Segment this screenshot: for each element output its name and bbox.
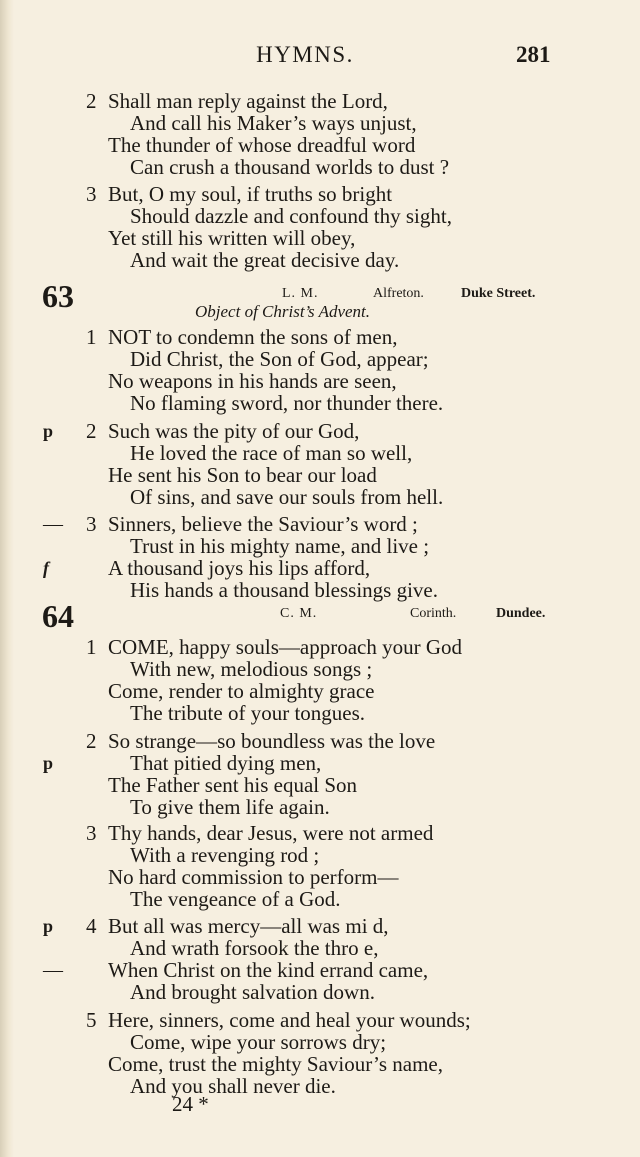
verse-line: To give them life again. — [130, 795, 330, 819]
verse-line: Can crush a thousand worlds to dust ? — [130, 155, 450, 179]
verse-line: The vengeance of a God. — [130, 887, 341, 911]
verse-line: The tribute of your tongues. — [130, 701, 366, 725]
verse-line: No flaming sword, nor thunder there. — [130, 391, 444, 415]
verse-line: His hands a thousand blessings give. — [130, 578, 438, 602]
verse-line: Did Christ, the Son of God, appear; — [130, 347, 429, 371]
verse-number: 3 — [86, 182, 97, 206]
verse-number: 3 — [86, 512, 97, 536]
verse-number: 5 — [86, 1008, 97, 1032]
verse-number: 2 — [86, 419, 97, 443]
tune-name: Dundee. — [496, 606, 546, 621]
page-number: 281 — [516, 42, 551, 67]
verse-number: 1 — [86, 635, 97, 659]
dynamic-mark: — — [43, 959, 63, 981]
verse-line: And wait the great decisive day. — [130, 248, 400, 272]
meter: L. M. — [282, 286, 319, 301]
hymn-subject: Object of Christ’s Advent. — [195, 302, 371, 321]
tune-name: Alfreton. — [373, 286, 424, 301]
verse-line: NOT to condemn the sons of men, — [108, 325, 398, 349]
verse-line: COME, happy souls—approach your God — [108, 635, 463, 659]
verse-line: But, O my soul, if truths so bright — [108, 182, 393, 206]
verse-number: 3 — [86, 821, 97, 845]
verse-line: Shall man reply against the Lord, — [108, 89, 388, 113]
verse-line: With a revenging rod ; — [130, 843, 320, 867]
verse-line: Come, render to almighty grace — [108, 679, 375, 703]
verse-line: Here, sinners, come and heal your wounds; — [108, 1008, 471, 1032]
hymn-64-heading — [0, 598, 640, 634]
verse-number: 1 — [86, 325, 97, 349]
verse-number: 4 — [86, 914, 97, 938]
verse-line: But all was mercy—all was mi d, — [108, 914, 389, 938]
verse-line: And call his Maker’s ways unjust, — [130, 111, 417, 135]
verse-line: And wrath forsook the thro e, — [130, 936, 379, 960]
verse-line: When Christ on the kind errand came, — [108, 958, 429, 982]
dynamic-mark: f — [43, 558, 49, 578]
verse-number: 2 — [86, 89, 97, 113]
verse-line: Thy hands, dear Jesus, were not armed — [108, 821, 434, 845]
verse-line: Yet still his written will obey, — [108, 226, 356, 250]
dynamic-mark: p — [43, 916, 54, 936]
verse-line: The thunder of whose dreadful word — [108, 133, 416, 157]
running-title: HYMNS. — [256, 42, 354, 67]
verse-line: Come, wipe your sorrows dry; — [130, 1030, 387, 1054]
verse-line: With new, melodious songs ; — [130, 657, 373, 681]
verse-line: Should dazzle and confound thy sight, — [130, 204, 452, 228]
verse-line: The Father sent his equal Son — [108, 773, 358, 797]
tune-name: Duke Street. — [461, 286, 536, 301]
verse-line: No weapons in his hands are seen, — [108, 369, 397, 393]
dynamic-mark: p — [43, 421, 54, 441]
meter: C. M. — [280, 606, 318, 621]
verse-number: 2 — [86, 729, 97, 753]
verse-line: He sent his Son to bear our load — [108, 463, 377, 487]
verse-line: Of sins, and save our souls from hell. — [130, 485, 444, 509]
verse-line: That pitied dying men, — [130, 751, 322, 775]
verse-line: A thousand joys his lips afford, — [108, 556, 371, 580]
hymn-number: 64 — [42, 598, 74, 634]
signature-mark: 24 * — [172, 1092, 209, 1116]
dynamic-mark: — — [43, 513, 63, 535]
verse-line: So strange—so boundless was the love — [108, 729, 436, 753]
page-header — [0, 42, 640, 78]
verse-line: No hard commission to perform— — [108, 865, 399, 889]
verse-line: He loved the race of man so well, — [130, 441, 413, 465]
tune-name: Corinth. — [410, 606, 457, 621]
hymn-number: 63 — [42, 278, 74, 314]
verse-line: Come, trust the mighty Saviour’s name, — [108, 1052, 443, 1076]
dynamic-mark: p — [43, 753, 54, 773]
verse-line: Trust in his mighty name, and live ; — [130, 534, 430, 558]
verse-line: And brought salvation down. — [130, 980, 375, 1004]
verse-line: And you shall never die. — [130, 1074, 336, 1098]
verse-line: Sinners, believe the Saviour’s word ; — [108, 512, 418, 536]
verse-line: Such was the pity of our God, — [108, 419, 360, 443]
